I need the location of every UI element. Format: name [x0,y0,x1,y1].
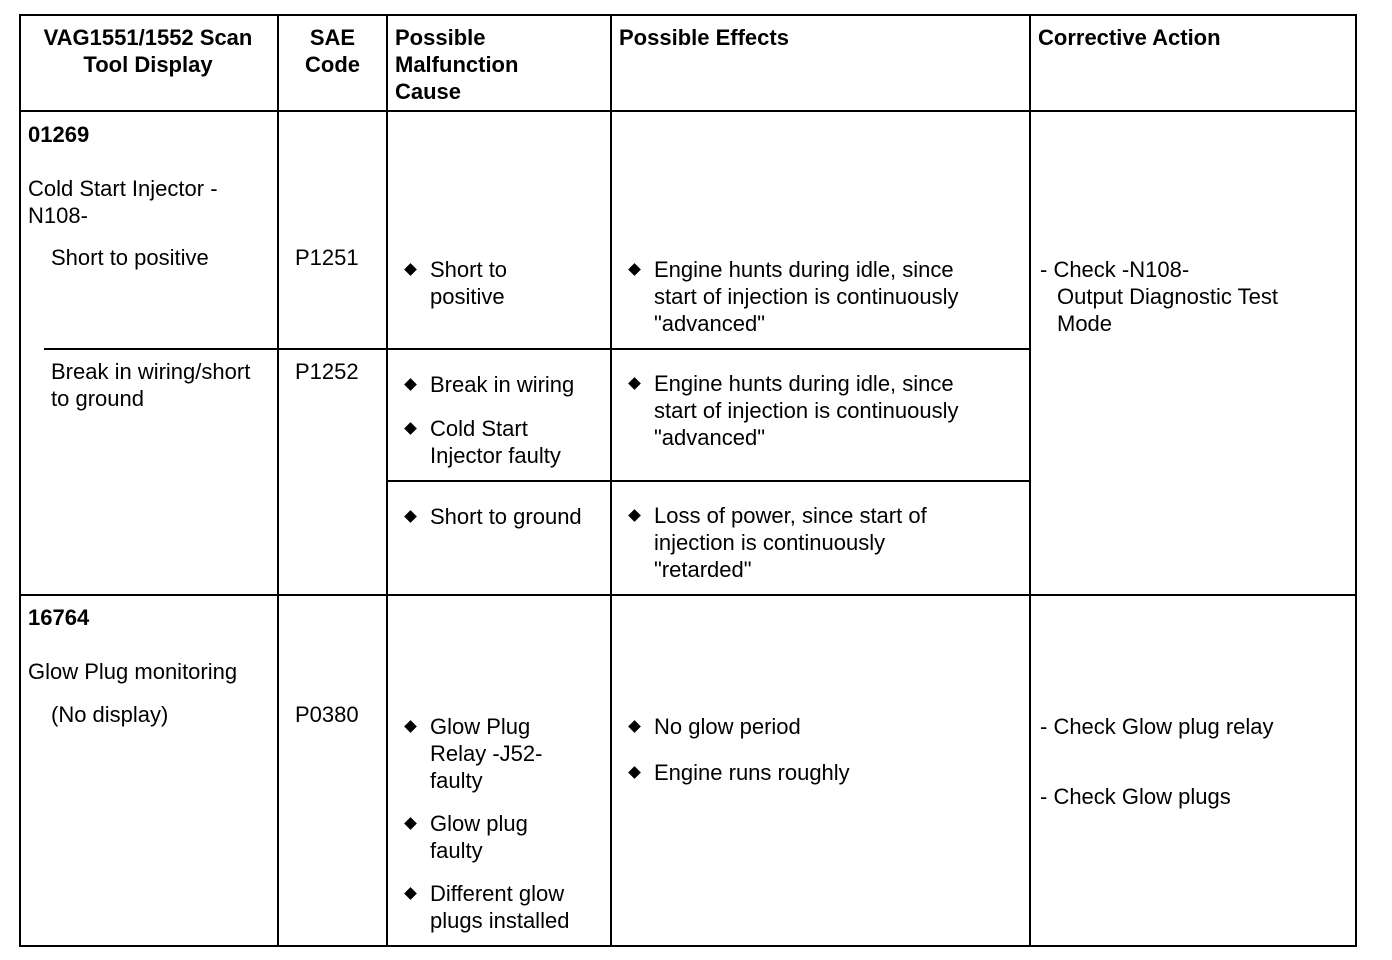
section-divider [19,594,1357,596]
diamond-bullet-icon [404,817,417,830]
component-name-cold-start-injector: Cold Start Injector - N108- [28,176,218,228]
diamond-bullet-icon [628,720,641,733]
component-name-glow-plug-monitoring: Glow Plug monitoring [28,659,238,684]
header-sae-code: SAE Code [305,25,360,77]
sae-code-p1251: P1251 [295,245,359,270]
diamond-bullet-icon [628,509,641,522]
diagnostic-table: VAG1551/1552 Scan Tool Display SAE Code Possible Malfunction Cause Possible Effects Corrective Action 01269 Cold Start Injector - N108- Short to positive P1251 Short to positive Engine hunts during idle, since start of injection is continuously "advanced" - Check -N108- Output Diagnostic Test Mode Break in wiring/short to ground P1252 Break in wiring Cold Start Injector faulty Engine hunts during idle, since start of injection is continuously "advanced" Short to ground Loss of power, since start of injection is continuously "retarded" 16764 Glow Plug monitoring (No display) P0380 Glow Plug Relay -J52- faulty Glow plug faulty Different glow plugs installed No glow period Engine runs roughly - Check Glow plug relay - Check Glow plugs [19,14,1357,947]
display-text-break-in-wiring: Break in wiring/short to ground [51,359,251,411]
header-possible-effects: Possible Effects [619,25,789,50]
fault-code-01269: 01269 [28,122,90,147]
subrow-divider-2 [386,480,1030,482]
fault-code-16764: 16764 [28,605,90,630]
corrective-action-check-n108: - Check -N108- Output Diagnostic Test Mode [1040,257,1278,336]
display-text-no-display: (No display) [51,702,169,727]
diamond-bullet-icon [404,887,417,900]
header-divider [19,110,1357,112]
header-scan-tool-display: VAG1551/1552 Scan Tool Display [43,25,253,77]
diamond-bullet-icon [404,378,417,391]
table-border-top [19,14,1357,16]
sae-code-p1252: P1252 [295,359,359,384]
display-text-short-to-positive: Short to positive [51,245,209,270]
diamond-bullet-icon [404,720,417,733]
sae-code-p0380: P0380 [295,702,359,727]
table-border-bottom [19,945,1357,947]
subrow-divider-1 [44,348,1030,350]
table-border-right [1355,14,1357,947]
diamond-bullet-icon [404,422,417,435]
corrective-action-check-glow-plug-relay: - Check Glow plug relay [1040,714,1274,739]
diamond-bullet-icon [628,263,641,276]
header-corrective-action: Corrective Action [1038,25,1221,50]
diamond-bullet-icon [404,510,417,523]
diamond-bullet-icon [628,377,641,390]
col-divider-1 [277,14,279,947]
diamond-bullet-icon [404,263,417,276]
corrective-action-check-glow-plugs: - Check Glow plugs [1040,784,1231,809]
diamond-bullet-icon [628,766,641,779]
table-border-left [19,14,21,947]
header-malfunction-cause: Possible Malfunction Cause [395,25,519,104]
